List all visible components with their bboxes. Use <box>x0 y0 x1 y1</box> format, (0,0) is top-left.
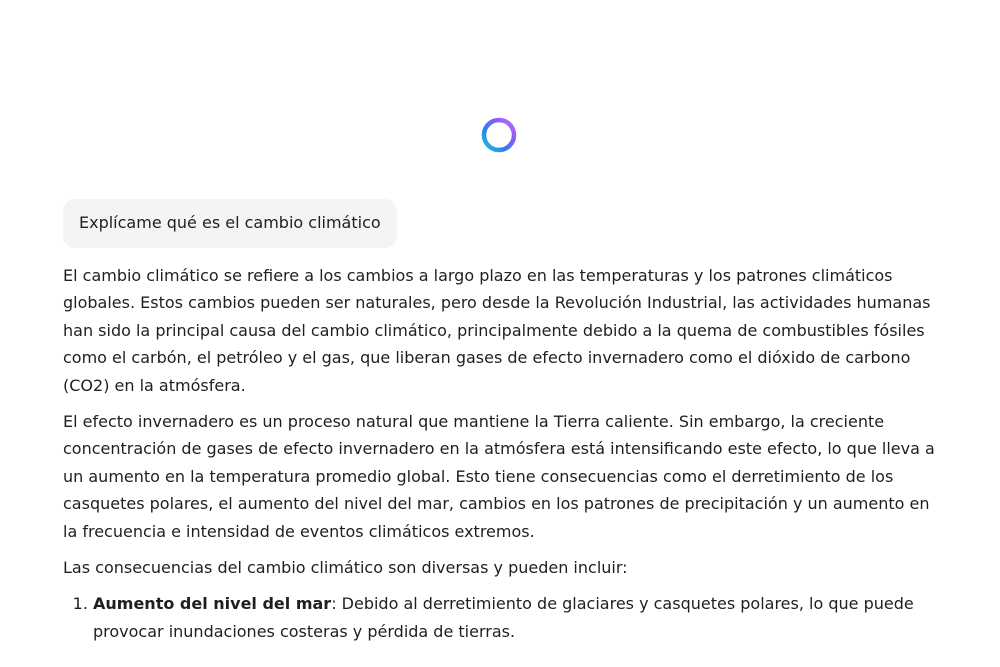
list-item <box>93 590 943 645</box>
user-message-text: Explícame qué es el cambio climático <box>79 213 381 232</box>
consequences-list <box>63 590 943 645</box>
copilot-logo-icon <box>480 116 518 154</box>
user-message-bubble <box>63 199 397 248</box>
conversation <box>63 199 943 645</box>
response-paragraph-2: El efecto invernadero es un proceso natural que mantiene la Tierra caliente. Sin embargo, la creciente concentración de gases de efecto invernadero en la atmósfera está intensificando este efecto, lo que lleva a un aumento en la temperatura promedio global. Esto tiene consecuencias como el derretimiento de los casquetes polares, el aumento del nivel del mar, cambios en los patrones de precipitación y un aumento en la frecuencia e intensidad de eventos climáticos extremos. <box>63 412 935 541</box>
assistant-response <box>63 262 943 645</box>
list-item-text: : Debido al derretimiento de glaciares y casquetes polares, lo que puede provocar inundaciones costeras y pérdida de tierras. <box>93 594 914 641</box>
list-item-title: Aumento del nivel del mar <box>93 594 332 614</box>
response-paragraph-1: El cambio climático se refiere a los cambios a largo plazo en las temperaturas y los patrones climáticos globales. Estos cambios pueden ser naturales, pero desde la Revolución Industrial, las actividades humanas han sido la principal causa del cambio climático, principalmente debido a la quema de combustibles fósiles como el carbón, el petróleo y el gas, que liberan gases de efecto invernadero como el dióxido de carbono (CO2) en la atmósfera. <box>63 266 931 395</box>
response-paragraph-3: Las consecuencias del cambio climático son diversas y pueden incluir: <box>63 558 628 578</box>
